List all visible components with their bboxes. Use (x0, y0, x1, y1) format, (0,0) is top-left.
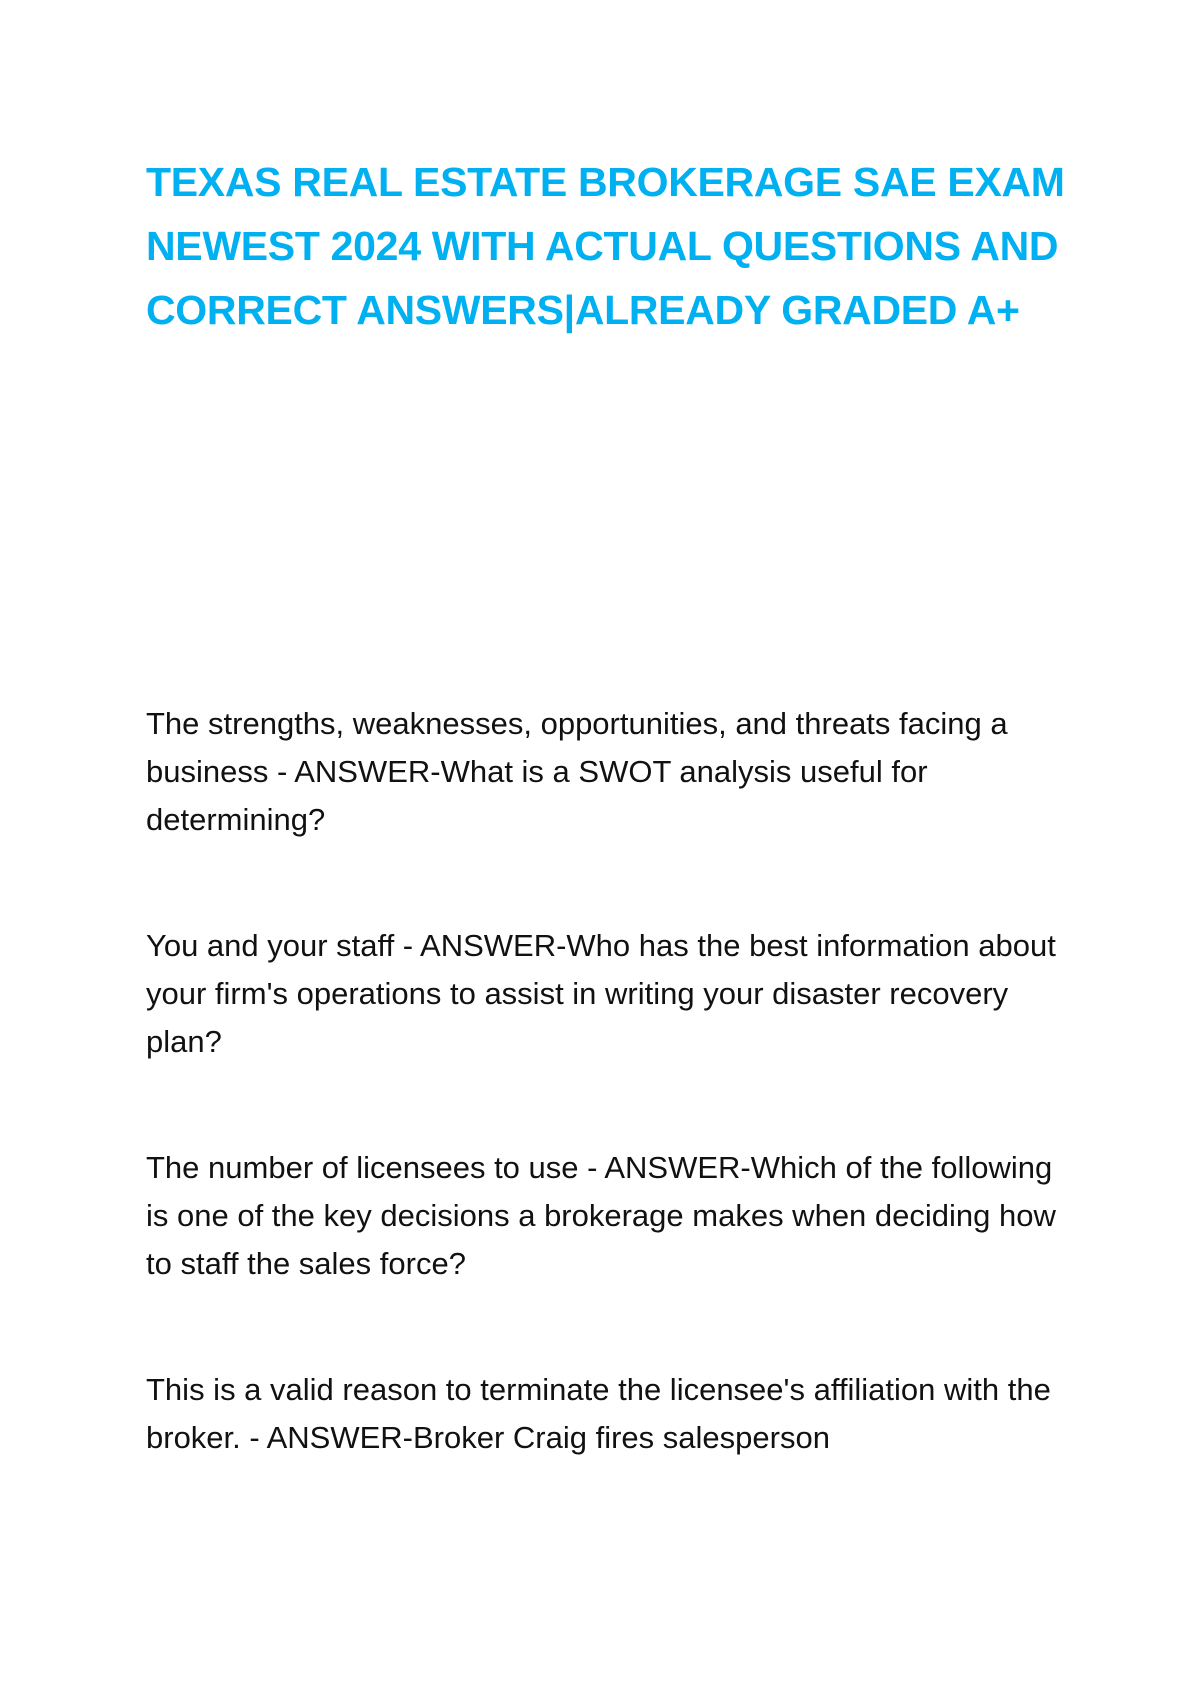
qa-item: This is a valid reason to terminate the licensee's affiliation with the broker. - ANSWER-Broker Craig fires salesperson (146, 1372, 1051, 1455)
qa-item: You and your staff - ANSWER-Who has the best information about your firm's operations to assist in writing your disaster recovery plan? (146, 928, 1056, 1059)
document-title: TEXAS REAL ESTATE BROKERAGE SAE EXAM NEWEST 2024 WITH ACTUAL QUESTIONS AND CORRECT ANSWERS|ALREADY GRADED A+ (146, 159, 1065, 333)
qa-list (146, 700, 1066, 1540)
qa-item: The number of licensees to use - ANSWER-Which of the following is one of the key decisions a brokerage makes when deciding how to staff the sales force? (146, 1150, 1056, 1281)
qa-item: The strengths, weaknesses, opportunities, and threats facing a business - ANSWER-What is a SWOT analysis useful for determining? (146, 706, 1008, 837)
